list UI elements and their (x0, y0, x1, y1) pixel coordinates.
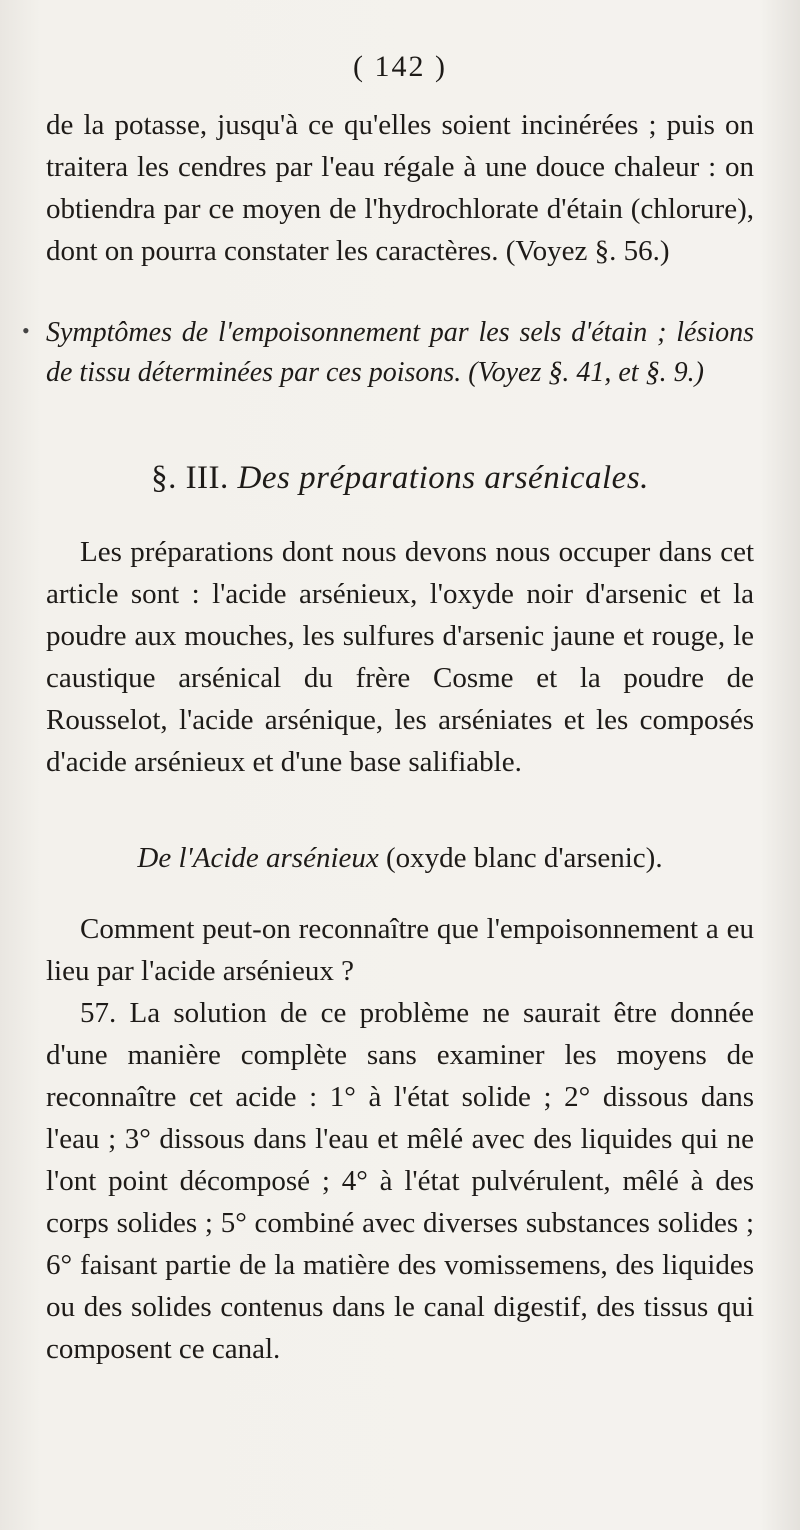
section-heading (0, 460, 800, 497)
section-title: Des préparations arsénicales. (237, 460, 649, 496)
section-number: §. III. (151, 460, 229, 496)
paragraph-question (46, 908, 754, 992)
paragraph-text: Comment peut-on reconnaître que l'empoisonnement a eu lieu par l'acide arsénieux ? (46, 913, 754, 987)
subheading (0, 842, 800, 875)
paragraph-text: Les préparations dont nous devons nous occuper dans cet article sont : l'acide arsénieux, l'oxyde noir d'arsenic et la poudre aux mouches, les sulfures d'arsenic jaune et rouge, le caustique arsénical du frère Cosme et la poudre de Rousselot, l'acide arsénique, les arséniates et les composés d'acide arsénieux et d'une base salifiable. (46, 536, 754, 778)
paragraph-preparations (46, 531, 754, 783)
paragraph-text: Symptômes de l'empoisonnement par les sels d'étain ; lésions de tissu déterminées par ces poisons. (Voyez §. 41, et §. 9.) (46, 317, 754, 388)
bullet-mark: • (22, 318, 30, 343)
page-number: ( 142 ) (353, 50, 447, 83)
subheading-plain: (oxyde blanc d'arsenic). (378, 842, 663, 874)
paragraph-57 (46, 992, 754, 1370)
paragraph-text: 57. La solution de ce problème ne saurait être donnée d'une manière complète sans examiner les moyens de reconnaître cet acide : 1° à l'état solide ; 2° dissous dans l'eau ; 3° dissous dans l'eau et mêlé avec des liquides qui ne l'ont point décomposé ; 4° à l'état pulvérulent, mêlé à des corps solides ; 5° combiné avec diverses substances solides ; 6° faisant partie de la matière des vomissemens, des liquides ou des solides contenus dans le canal digestif, des tissus qui composent ce canal. (46, 997, 754, 1365)
paragraph-continuation (46, 104, 754, 272)
paragraph-text: de la potasse, jusqu'à ce qu'elles soient incinérées ; puis on traitera les cendres par l'eau régale à une douce chaleur : on obtiendra par ce moyen de l'hydrochlorate d'étain (chlorure), dont on pourra constater les caractères. (Voyez §. 56.) (46, 109, 754, 267)
subheading-italic: De l'Acide arsénieux (137, 842, 379, 874)
paragraph-symptoms (46, 313, 754, 393)
